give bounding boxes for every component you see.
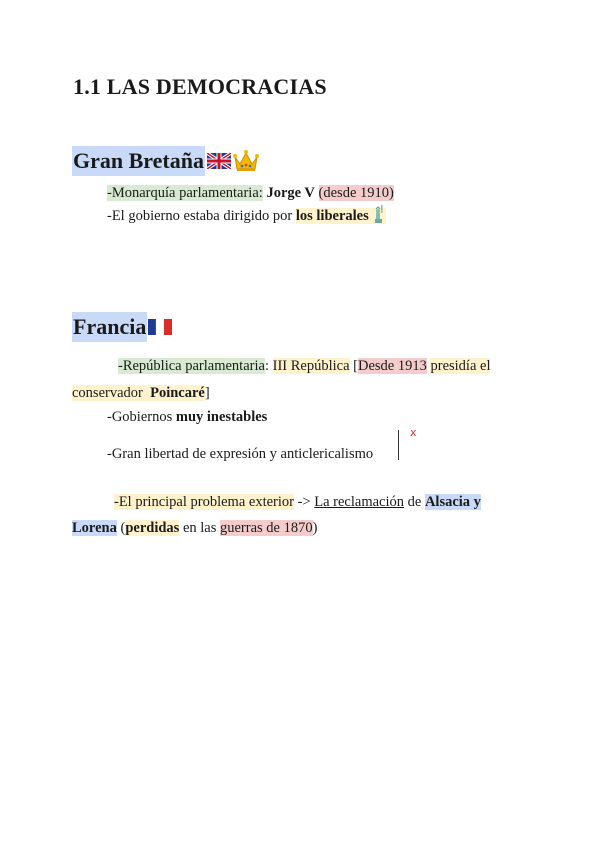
statue-of-liberty-icon [370,205,386,223]
france-flag-icon [148,319,172,335]
fr-de: de [404,494,425,510]
text-cursor [398,430,399,460]
fr-bracket-open: [ [353,358,358,374]
fr-muy-inestables: muy inestables [175,409,268,425]
fr-conservador: conservador [72,385,143,401]
fr-bracket-close: ] [204,385,210,401]
fr-reclamacion: La reclamación [314,494,404,510]
fr-line-lorena [72,517,317,539]
close-mark-icon[interactable]: x [410,426,417,439]
fr-iii-republica: III República [272,358,350,374]
crown-icon [233,149,259,173]
fr-lorena: Lorena [72,520,117,536]
fr-arrow: -> [293,494,315,510]
gb-gobierno-text: -El gobierno estaba dirigido por [107,208,293,224]
page-title: 1.1 LAS DEMOCRACIAS [73,74,327,99]
fr-paren-open: ( [116,520,126,536]
fr-problema-exterior: -El principal problema exterior [114,494,294,510]
fr-desde-1913: Desde 1913 [357,358,427,374]
gb-line-monarquia [107,182,394,204]
heading-francia [72,312,172,342]
fr-en-las: en las [179,520,220,536]
gb-jorge-v: Jorge V [266,185,315,201]
fr-presidia: presidía el [430,358,491,374]
fr-line-conservador [72,382,210,404]
uk-flag-icon [207,153,231,169]
fr-gobiernos-text: -Gobiernos [107,409,173,425]
gb-desde-1910: (desde 1910) [318,185,394,201]
heading-gran-bretana-text: Gran Bretaña [72,146,205,176]
fr-republica-label: -República parlamentaria [118,358,265,374]
fr-line-libertad [107,443,373,465]
fr-conservador-block [72,385,205,401]
heading-gran-bretana [72,146,259,176]
fr-line-gobiernos [107,406,267,428]
fr-guerras-1870: guerras de 1870 [220,520,313,536]
fr-poincare: Poincaré [150,385,205,401]
gb-liberales-text: los liberales [295,208,369,224]
gb-monarquia-label: -Monarquía parlamentaria: [107,185,263,201]
fr-line-republica [118,355,490,377]
fr-colon: : [264,358,269,374]
fr-alsacia: Alsacia y [424,494,481,510]
fr-perdidas: perdidas [125,520,180,536]
fr-paren-close: ) [312,520,318,536]
fr-libertad-text: -Gran libertad de expresión y anticlericalismo [107,446,374,462]
heading-francia-text: Francia [72,312,147,342]
gb-line-gobierno [107,205,386,227]
gb-liberales [296,208,386,224]
fr-line-problema [114,491,481,513]
